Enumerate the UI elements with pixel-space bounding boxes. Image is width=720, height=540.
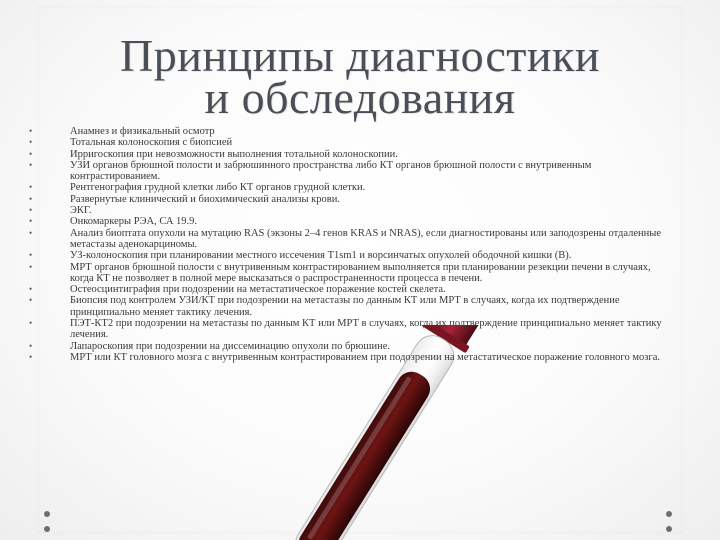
- list-item: • Тотальная колоноскопия с биопсией: [28, 137, 668, 148]
- title-line-1: Принципы диагностики: [120, 29, 600, 81]
- bullet-list-container: [28, 126, 668, 363]
- list-item: • МРТ или КТ головного мозга с внутривенным контрастированием при подозрении на метастатическое поражение головного мозга.: [28, 352, 668, 363]
- corner-dot-icon: [666, 526, 672, 532]
- list-item: • Анамнез и физикальный осмотр: [28, 126, 668, 137]
- list-item: • УЗИ органов брюшной полости и забрюшинного пространства либо КТ органов брюшной полости с внутривенным контрастированием.: [28, 160, 668, 183]
- list-item: • Ирригоскопия при невозможности выполнения тотальной колоноскопии.: [28, 149, 668, 160]
- corner-dot-icon: [44, 511, 50, 517]
- list-item: • Остеосцинтиграфия при подозрении на метастатическое поражение костей скелета.: [28, 284, 668, 295]
- list-item: • МРТ органов брюшной полости с внутривенным контрастированием выполняется при планировании резекции печени в случаях, когда КТ не позволяет в полной мере высказаться о распространенности процесса в печени.: [28, 262, 668, 285]
- list-item: • ПЭТ-КТ2 при подозрении на метастазы по данным КТ или МРТ в случаях, когда их подтверждение принципиально меняет тактику лечения.: [28, 318, 668, 341]
- list-item: • Развернутые клинический и биохимический анализы крови.: [28, 194, 668, 205]
- list-item: • Анализ биоптата опухоли на мутацию RAS (экзоны 2–4 генов KRAS и NRAS), если диагностированы или заподозрены отдаленные метастазы аденокарциномы.: [28, 228, 668, 251]
- list-item: • Лапароскопия при подозрении на диссеминацию опухоли по брюшине.: [28, 341, 668, 352]
- list-item: • Биопсия под контролем УЗИ/КТ при подозрении на метастазы по данным КТ или МРТ в случаях, когда их подтверждение принципиально меняет тактику лечения.: [28, 295, 668, 318]
- title-line-2: и обследования: [204, 71, 516, 123]
- page-title: [40, 29, 680, 123]
- corner-dot-icon: [44, 526, 50, 532]
- list-item: • Онкомаркеры РЭА, СА 19.9.: [28, 216, 668, 227]
- list-item: • УЗ-колоноскопия при планировании местного иссечения T1sm1 и ворсинчатых опухолей ободочной кишки (B).: [28, 250, 668, 261]
- list-item: • ЭКГ.: [28, 205, 668, 216]
- bullet-list: [28, 126, 668, 363]
- corner-dot-icon: [666, 511, 672, 517]
- list-item: • Рентгенография грудной клетки либо КТ органов грудной клетки.: [28, 182, 668, 193]
- tube-highlight: [307, 376, 412, 540]
